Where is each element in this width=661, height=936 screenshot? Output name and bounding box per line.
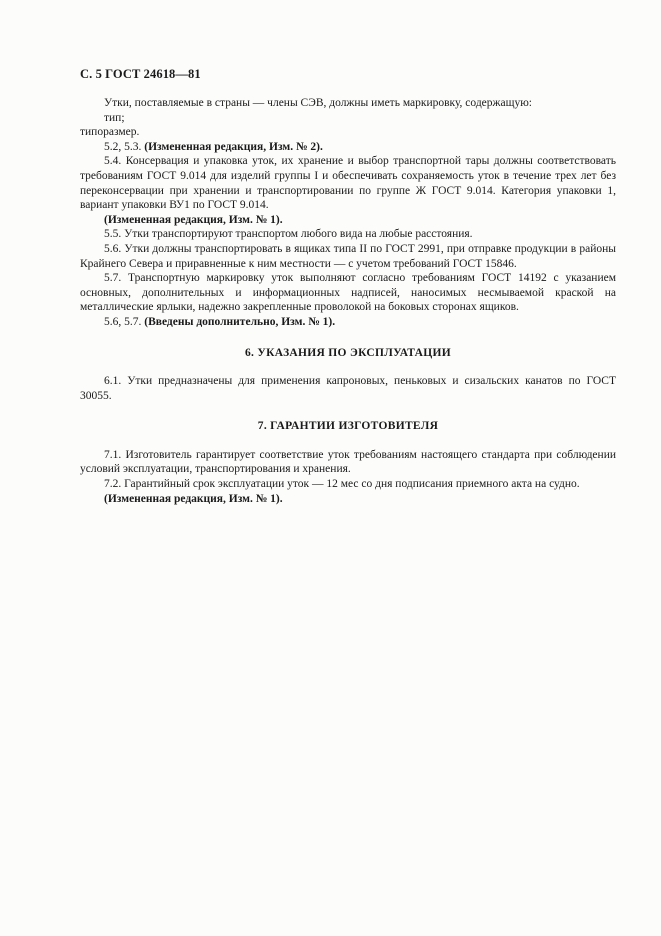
page-header: С. 5 ГОСТ 24618—81	[80, 67, 201, 81]
amendment-note-5-4: (Измененная редакция, Изм. № 1).	[104, 213, 283, 226]
paragraph-7-2: 7.2. Гарантийный срок эксплуатации уток — 12 мес со дня подписания приемного акта на судно.	[104, 478, 580, 491]
paragraph-5-7: 5.7. Транспортную маркировку уток выполняют согласно требованиям ГОСТ 14192 с указанием основных, дополнительных и информационных надписей, наносимых несмываемой краской на металлические ярлыки, надежно закрепленные проволокой на боковых сторонах ящиков.	[80, 272, 616, 314]
paragraph-marking-intro: Утки, поставляемые в страны — члены СЭВ, должны иметь маркировку, содержащую:	[104, 97, 532, 109]
paragraph-amendment-5-6	[80, 315, 616, 330]
clause-number: 5.6, 5.7.	[104, 315, 142, 328]
clause-number: 5.2, 5.3.	[104, 140, 142, 153]
amendment-note: (Введены дополнительно, Изм. № 1).	[144, 315, 336, 328]
paragraph-5-5: 5.5. Утки транспортируют транспортом любого вида на любые расстояния.	[104, 228, 473, 241]
paragraph-amendment-5-2	[80, 140, 616, 155]
paragraph-marking-size: типоразмер.	[80, 126, 140, 139]
document-body	[80, 96, 616, 506]
paragraph-marking-type: тип;	[104, 111, 125, 124]
amendment-note-7-2: (Измененная редакция, Изм. № 1).	[104, 492, 283, 505]
paragraph-7-1: 7.1. Изготовитель гарантирует соответствие уток требованиям настоящего стандарта при соблюдении условий эксплуатации, транспортирования и хранения.	[80, 448, 616, 476]
paragraph-5-6: 5.6. Утки должны транспортировать в ящиках типа II по ГОСТ 2991, при отправке продукции в районы Крайнего Севера и приравненные к ним местности — с учетом требований ГОСТ 15846.	[80, 242, 616, 270]
amendment-note: (Измененная редакция, Изм. № 2).	[144, 140, 323, 153]
paragraph-5-4: 5.4. Консервация и упаковка уток, их хранение и выбор транспортной тары должны соответствовать требованиям ГОСТ 9.014 для изделий группы I и обеспечивать сохраняемость уток в течение трех лет без переконсервации при хранении и транспортировании по группе Ж ГОСТ 9.014. Категория упаковки 1, вариант упаковки ВУ1 по ГОСТ 9.014.	[80, 155, 616, 212]
paragraph-6-1: 6.1. Утки предназначены для применения капроновых, пеньковых и сизальских канатов по ГОСТ 30055.	[80, 375, 616, 402]
section-heading-7: 7. ГАРАНТИИ ИЗГОТОВИТЕЛЯ	[257, 420, 439, 433]
section-heading-6: 6. УКАЗАНИЯ ПО ЭКСПЛУАТАЦИИ	[244, 346, 452, 359]
